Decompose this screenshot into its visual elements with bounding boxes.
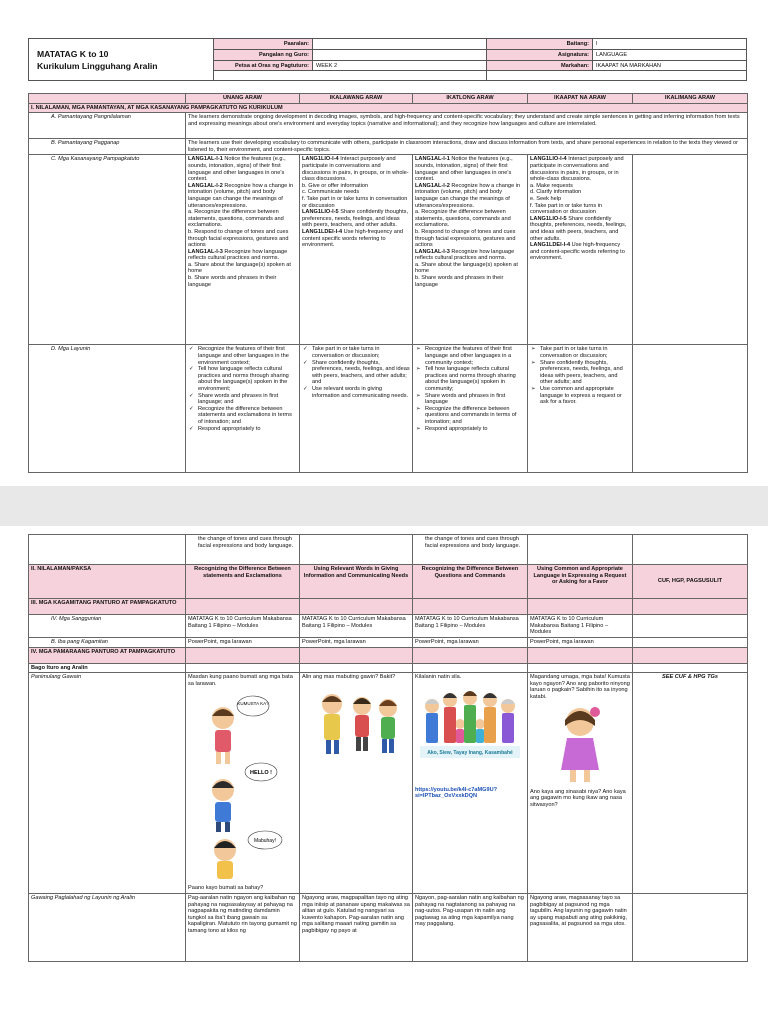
- competency-item: c. Communicate needs: [302, 189, 360, 196]
- paaralan-value: [313, 39, 316, 49]
- competency-item: LANG1AL-I-1 Notice the features (e.g., sounds, intonation, signs) of their first language and other languages in one's context.: [188, 156, 286, 183]
- competency-item: b. Give or offer information: [302, 182, 369, 189]
- competency-item: a. Recognize the difference between statements, questions, commands and exclamations.: [415, 209, 511, 229]
- s3a-day2: MATATAG K to 10 Curriculum Makabansa Baitang 1 Filipino – Modules: [300, 615, 413, 638]
- panimula-day3-link[interactable]: https://youtu.be/k4I-c7aMG9U?si=IPTbaz_OxVxxkDQN: [415, 786, 498, 800]
- row-b-label: B. Pamantayang Pagganap: [29, 139, 186, 155]
- objective-item: ✓ Use relevant words in giving information and communicating needs.: [302, 386, 410, 399]
- objective-item: ✓ Take part in or take turns in conversation or discussion;: [302, 346, 410, 359]
- s3b-day2: PowerPoint, mga larawan: [300, 638, 413, 648]
- gpl-label: Gawaing Paglalahad ng Layunin ng Aralin: [29, 893, 186, 961]
- day-header-1: UNANG ARAW: [186, 94, 300, 104]
- bubble-kumusta: KUMUSTA KA?: [236, 701, 269, 707]
- competency-item: LANG1AL-I-3 Recognize how language reflects cultural practices and norms.: [415, 248, 515, 262]
- cont-day5: [633, 535, 748, 565]
- objective-item: ✓ Share words and phrases in first language; and: [188, 393, 297, 406]
- gpl-day4: Ngayong araw, magsasanay tayo sa pagbibigay at pagsunod ng mga tagubilin. Ang layunin ng gagawin natin ay upang mapabuti ang ating pakikinig, pagsasalita, at pagsunod sa mga utos.: [528, 893, 633, 961]
- competency-item: LANG1LDEI-I-4 Use high-frequency and content-specific words referring to environment.: [530, 242, 625, 262]
- objective-item: ➢ Recognize the features of their first language and other languages in a community context;: [415, 346, 525, 366]
- brand-line2: Kurikulum Lingguhang Aralin: [37, 60, 158, 71]
- row-a-label: A. Pamantayang Pangnilalaman: [29, 113, 186, 139]
- girl-illustration: [545, 704, 615, 786]
- row-d-day5: [633, 345, 748, 473]
- s3b-day1: PowerPoint, mga larawan: [186, 638, 300, 648]
- gpl-day1: Pag-aaralan natin ngayon ang kaibahan ng pahayag na nagsasalaysay at pahayag na nagpapakita ng matinding damdamin tungkol sa iba't ibang gawain sa kapaligiran. Matututo rin tayong gumamit ng tamang tono at kilos ng: [186, 893, 300, 961]
- row-c-label: C. Mga Kasanayang Pampagkatuto: [29, 155, 186, 345]
- s2-day1: Recognizing the Difference Between statements and Exclamations: [186, 565, 300, 599]
- header-left-fields: [214, 39, 487, 80]
- bubble-mabuhay: Mabuhay!: [253, 838, 276, 845]
- s3a-label: IV. Mga Sanggunian: [29, 615, 186, 638]
- row-c-day3: [413, 155, 528, 345]
- corner-cell: [29, 94, 186, 104]
- markahan-value: IKAAPAT NA MARKAHAN: [596, 62, 661, 69]
- cont-day3: the change of tones and cues through facial expressions and body language.: [413, 535, 528, 565]
- baitang-label: Baitang:: [487, 39, 593, 49]
- s3a-day4: MATATAG K to 10 Curriculum Makabansa Baitang 1 Filipino – Modules: [528, 615, 633, 638]
- s3a-day3: MATATAG K to 10 Curriculum Makabansa Baitang 1 Filipino – Modules: [413, 615, 528, 638]
- competency-item: LANG1AL-I-3 Recognize how language reflects cultural practices and norms.: [188, 248, 288, 262]
- objective-item: ✓ Tell how language reflects cultural practices and norms through sharing about the language(s) spoken in the environment;: [188, 366, 297, 392]
- competency-item: a. Share about the language(s) spoken at home: [415, 261, 518, 275]
- petsa-label: Petsa at Oras ng Pagtuturo:: [214, 61, 313, 71]
- guro-value: [313, 50, 316, 60]
- panimula-day5: SEE CUF & HPG TGs: [633, 673, 748, 894]
- quarrel-kids-illustration: [306, 684, 406, 770]
- panimula-day1-bottom: Paano kayo bumati sa bahay?: [188, 885, 264, 892]
- lesson-table-page1: [28, 93, 748, 473]
- bago-label: Bago Ituro ang Aralin: [29, 663, 186, 673]
- competency-item: LANG1AL-I-2 Recognize how a change in intonation (volume, pitch) and body language can change the meanings of utterances/expressions.: [188, 182, 294, 209]
- panimula-day4: [528, 673, 633, 894]
- row-d-day1: [186, 345, 300, 473]
- row-c-day1: [186, 155, 300, 345]
- s3-label: III. MGA KAGAMITANG PANTURO AT PAMPAGKATUTO: [29, 599, 186, 615]
- header-block: [28, 38, 747, 81]
- objective-item: ✓ Recognize the features of their first language and other languages in the environment context;: [188, 346, 297, 366]
- s2-day3: Recognizing the Difference Between Questions and Commands: [413, 565, 528, 599]
- objective-item: ➢ Take part in or take turns in conversation or discussion;: [530, 346, 630, 359]
- section-1-title: I. NILALAMAN, MGA PAMANTAYAN, AT MGA KASANAYANG PAMPAGKATUTO NG KURIKULUM: [29, 103, 748, 113]
- competency-item: LANG1LDEI-I-4 Use high-frequency and content specific words referring to environment.: [302, 228, 404, 249]
- gpl-day3: Ngayon, pag-aaralan natin ang kaibahan ng pahayag na nagtatanong sa pahayag na nag-uutos. Pag-usapan rin natin ang pagtawag sa ating mga kapamilya nang may paggalang.: [413, 893, 528, 961]
- row-d-day4: [528, 345, 633, 473]
- bubble-hello: HELLO !: [249, 770, 272, 777]
- cont-day4: [528, 535, 633, 565]
- competency-item: a. Recognize the difference between statements, questions, commands and exclamations.: [188, 209, 284, 229]
- competency-item: d. Clarify information: [530, 189, 582, 196]
- page-2: [0, 526, 768, 1024]
- objective-item: ➢ Tell how language reflects cultural practices and norms through sharing about the language(s) spoken in community;: [415, 366, 525, 392]
- competency-item: f. Take part in or take turns in conversation or discussion: [530, 202, 603, 216]
- header-right-fields: [487, 39, 746, 80]
- competency-item: b. Share words and phrases in their language: [415, 275, 504, 288]
- objective-item: ➢ Share confidently thoughts, preferences, needs, feelings, and ideas with peers, teachers, and other adults; and: [530, 360, 630, 386]
- row-c-day5: [633, 155, 748, 345]
- panimula-day3-text: Kilalanin natin sila.: [415, 674, 462, 681]
- paaralan-label: Paaralan:: [214, 39, 313, 49]
- objective-item: ➢ Recognize the difference between questions and commands in terms of intonation; and: [415, 406, 525, 426]
- competency-item: f. Take part in or take turns in conversation or discussion: [302, 195, 408, 209]
- competency-item: b. Respond to change of tones and cues through facial expressions, gestures and actions: [188, 228, 289, 249]
- competency-item: e. Seek help: [530, 195, 562, 202]
- gpl-day5: [633, 893, 748, 961]
- competency-item: LANG1LIO-I-5 Share confidently thoughts, preferences, needs, feelings, and ideas with peers, teachers, and other adults.: [530, 215, 627, 242]
- s2-day2: Using Relevant Words in Giving Information and Communicating Needs: [300, 565, 413, 599]
- competency-item: a. Share about the language(s) spoken at home: [188, 261, 291, 275]
- s2-day5: CUF, HGP, PAGSUSULIT: [633, 565, 748, 599]
- brand-line1: MATATAG K to 10: [37, 48, 109, 59]
- competency-item: LANG1AL-I-2 Recognize how a change in intonation (volume, pitch) and body language can change the meanings of utterances/expressions.: [415, 182, 521, 209]
- objective-item: ➢ Share words and phrases in first language: [415, 393, 525, 406]
- lesson-table-page2: [28, 534, 748, 962]
- s3b-day3: PowerPoint, mga larawan: [413, 638, 528, 648]
- competency-item: LANG1LIO-I-5 Share confidently thoughts, preferences, needs, feelings, and ideas with peers, teachers, and other adults.: [302, 209, 409, 229]
- baitang-value: I: [596, 41, 598, 47]
- objective-item: ✓ Share confidently thoughts, preferences, needs, feelings, and ideas with peers, teachers, and other adults; and: [302, 360, 410, 386]
- s4-label: IV. MGA PAMARAANG PANTURO AT PAMPAGKATUTO: [29, 647, 186, 663]
- page-gap: [0, 486, 768, 526]
- day-header-3: IKATLONG ARAW: [413, 94, 528, 104]
- row-c-day2: [300, 155, 413, 345]
- objective-item: ➢ Use common and appropriate language to express a request or ask for a favor.: [530, 386, 630, 406]
- panimula-label: Panimulang Gawain: [29, 673, 186, 894]
- family-illustration: [418, 684, 522, 784]
- competency-item: b. Respond to change of tones and cues through facial expressions, gestures and actions: [415, 228, 516, 249]
- row-c-day4: [528, 155, 633, 345]
- asignatura-label: Asignatura:: [487, 50, 593, 60]
- panimula-day1-top: Masdan kung paano bumati ang mga bata sa larawan.: [188, 674, 293, 687]
- row-a-text: The learners demonstrate ongoing development in decoding images, symbols, and high-frequency and content-specific vocabulary; they understand and create simple sentences in getting and inferring information from texts and expressing meanings about one's environment and everyday topics (narrative and informational); and they recognize how languages and culture are interrelated.: [186, 113, 748, 139]
- competency-item: LANG1AL-I-1 Notice the features (e.g., sounds, intonation, signs) of their first language and other languages in one's context.: [415, 156, 513, 183]
- competency-item: a. Make requests: [530, 182, 573, 189]
- day-header-4: IKAAPAT NA ARAW: [528, 94, 633, 104]
- guro-label: Pangalan ng Guro:: [214, 50, 313, 60]
- family-caption: Ako, Siew, Tayay Inang, Kasambahé: [427, 749, 513, 756]
- gpl-day2: Ngayong araw, magpapalitan tayo ng ating mga iniisip at pananaw upang makaiwas sa alitan at gulo. Katulad ng nangyari sa kuwento kahapon. Pag-aaralan natin ang mga salitang maaari nating gamitin sa pagbibigay ng payo at: [300, 893, 413, 961]
- row-b-text: The learners use their developing vocabulary to communicate with others, participate in classroom interactions, draw and discuss information from texts, and share personal experiences in relation to the texts they viewed or listened to, their environment, and content-specific topics.: [186, 139, 748, 155]
- panimula-day1: [186, 673, 300, 894]
- row-d-label: D. Mga Layunin: [29, 345, 186, 473]
- panimula-day3: [413, 673, 528, 894]
- competency-item: LANG1LIO-I-4 Interact purposely and participate in conversations and discussions in pairs, in groups, or in whole-class discussions.: [302, 156, 409, 183]
- panimula-day4-bottom: Ano kaya ang sinasabi niya? Ano kaya ang gagawin mo kung ikaw ang nasa sitwasyon?: [530, 788, 626, 808]
- panimula-day4-top: Magandang umaga, mga bata! Kumusta kayo ngayon? Ano ang paborito ninyong laruan o pagkain? Sabihin ito sa inyong katabi.: [530, 674, 630, 700]
- s3a-day1: MATATAG K to 10 Curriculum Makabansa Baitang 1 Filipino – Modules: [186, 615, 300, 638]
- panimula-day2: [300, 673, 413, 894]
- cont-label: [29, 535, 186, 565]
- objective-item: ➢ Respond appropriately to: [415, 426, 525, 433]
- competency-item: LANG1LIO-I-4 Interact purposely and participate in conversations and discussions in pairs, in groups, or in whole-class discussions.: [530, 156, 624, 183]
- objective-item: ✓ Recognize the difference between statements and exclamations in terms of intonation; and: [188, 406, 297, 426]
- day-header-2: IKALAWANG ARAW: [300, 94, 413, 104]
- competency-item: b. Share words and phrases in their language: [188, 275, 277, 288]
- cont-day2: [300, 535, 413, 565]
- row-d-day2: [300, 345, 413, 473]
- row-d-day3: [413, 345, 528, 473]
- day-header-5: IKALIMANG ARAW: [633, 94, 748, 104]
- objective-item: ✓ Respond appropriately to: [188, 426, 297, 433]
- s2-label: II. NILALAMAN/PAKSA: [29, 565, 186, 599]
- petsa-value: WEEK 2: [316, 62, 338, 69]
- brand: [29, 39, 214, 80]
- panimula-day2-text: Alin ang mas mabuting gawin? Bakit?: [302, 674, 396, 681]
- s3b-day4: PowerPoint, mga larawan: [528, 638, 633, 648]
- markahan-label: Markahan:: [487, 61, 593, 71]
- cont-day1: the change of tones and cues through facial expressions and body language.: [186, 535, 300, 565]
- s3b-label: B. Iba pang Kagamitan: [29, 638, 186, 648]
- asignatura-value: LANGUAGE: [596, 51, 628, 58]
- s2-day4: Using Common and Appropriate Language in Expressing a Request or Asking for a Favor: [528, 565, 633, 599]
- greeting-kids-illustration: [193, 690, 293, 882]
